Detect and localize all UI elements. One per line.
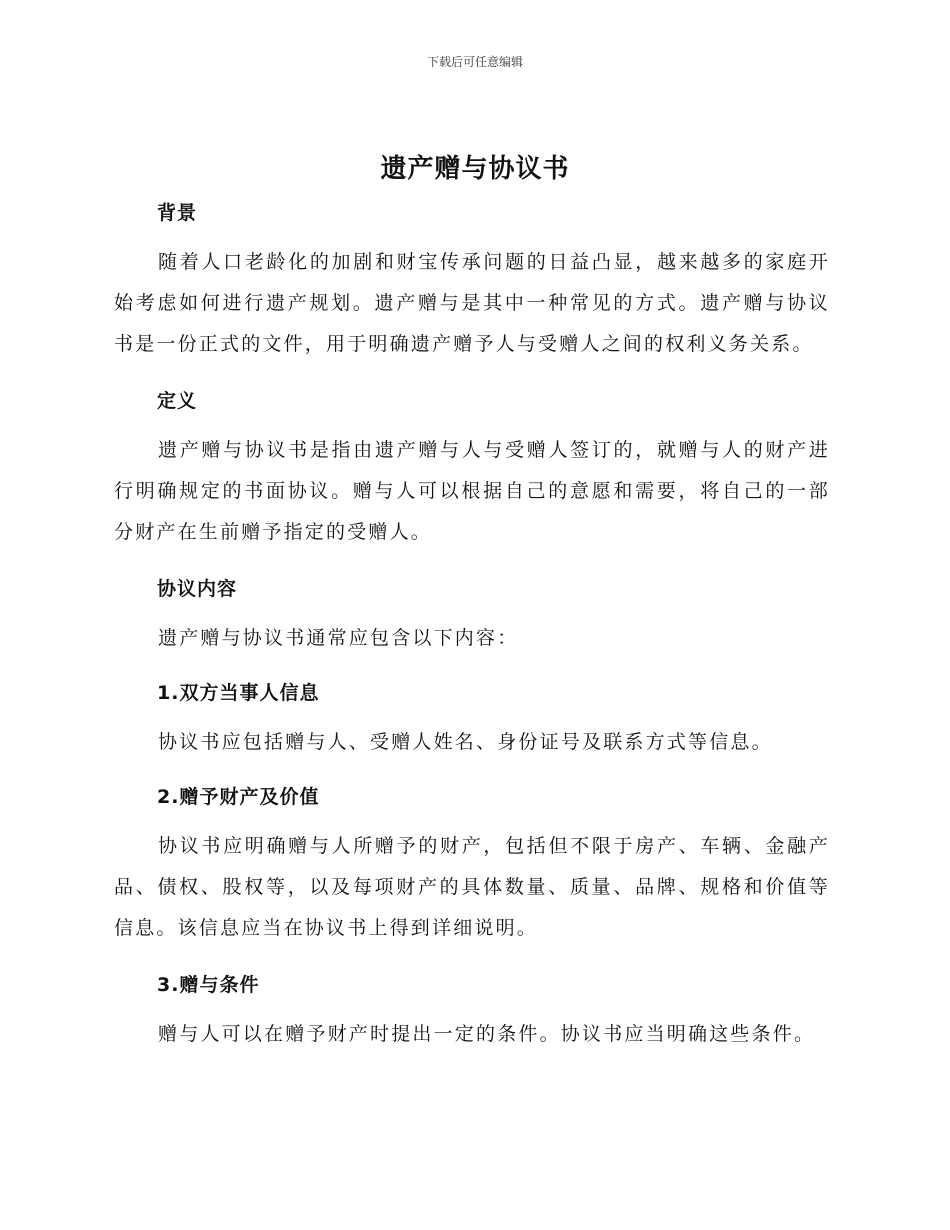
paragraph-contents-intro: 遗产赠与协议书通常应包含以下内容： [158, 627, 519, 649]
heading-item-1: 1.双方当事人信息 [157, 682, 320, 704]
paragraph-item-1: 协议书应包括赠与人、受赠人姓名、身份证号及联系方式等信息。 [158, 731, 773, 753]
paragraph-item-2: 协议书应明确赠与人所赠予的财产，包括但不限于房产、车辆、金融产品、债权、股权等，以及每项财产的具体数量、质量、品牌、规格和价值等信息。该信息应当在协议书上得到详细说明。 [114, 835, 830, 939]
heading-contents: 协议内容 [157, 578, 238, 600]
heading-item-3: 3.赠与条件 [157, 974, 260, 996]
paragraph-definition: 遗产赠与协议书是指由遗产赠与人与受赠人签订的，就赠与人的财产进行明确规定的书面协议。赠与人可以根据自己的意愿和需要，将自己的一部分财产在生前赠予指定的受赠人。 [114, 439, 830, 543]
document-title: 遗产赠与协议书 [380, 154, 570, 184]
paragraph-item-3: 赠与人可以在赠予财产时提出一定的条件。协议书应当明确这些条件。 [158, 1023, 816, 1045]
paragraph-background: 随着人口老龄化的加剧和财宝传承问题的日益凸显，越来越多的家庭开始考虑如何进行遗产规划。遗产赠与是其中一种常见的方式。遗产赠与协议书是一份正式的文件，用于明确遗产赠予人与受赠人之间的权利义务关系。 [114, 251, 830, 355]
heading-background: 背景 [157, 202, 198, 224]
heading-definition: 定义 [157, 390, 198, 412]
header-note: 下载后可任意编辑 [426, 55, 523, 69]
heading-item-2: 2.赠予财产及价值 [157, 786, 320, 808]
